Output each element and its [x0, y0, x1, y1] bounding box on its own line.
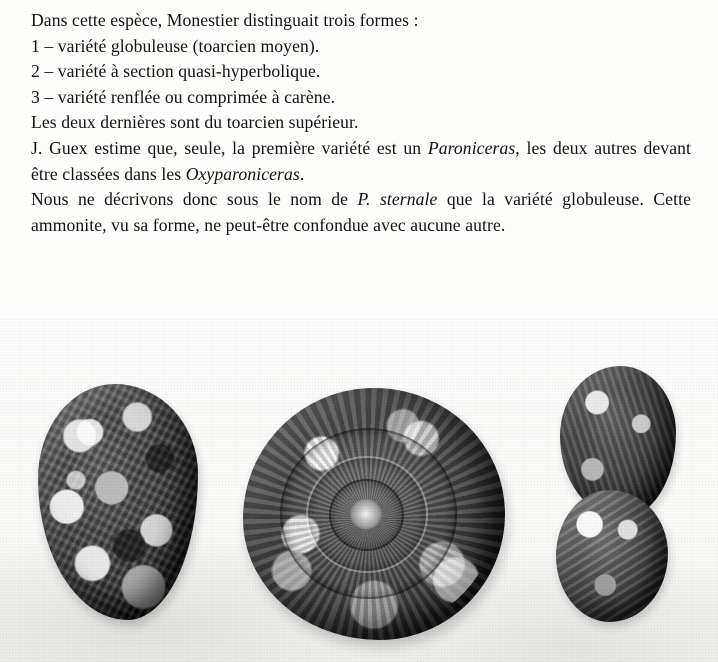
paragraph-segment: . [299, 163, 305, 184]
text-line: 2 – variété à section quasi-hyperbolique. [31, 61, 321, 82]
photographic-plate [0, 318, 718, 662]
paragraph-segment: , les deux autres devant être classées dans les [31, 137, 691, 184]
fossil-specimen-center [243, 388, 505, 640]
umbilicus [350, 499, 381, 529]
paragraph-segment: que la variété globuleuse. Cette ammonite, vu sa forme, ne peut-être confondue avec aucune autre. [31, 189, 691, 235]
paragraph-guex [31, 136, 691, 187]
text-line: 3 – variété renflée ou comprimée à carène. [31, 86, 336, 107]
paragraph-segment: Nous ne décrivons donc sous le nom de [31, 189, 358, 210]
paragraph-segment: J. Guex estime que, seule, la première variété est un [31, 137, 428, 158]
species-name-p-sternale: P. sternale [357, 189, 438, 210]
paragraph-sternale [31, 187, 691, 238]
text-line: Dans cette espèce, Monestier distinguait trois formes : [31, 10, 419, 30]
text-line: 1 – variété globuleuse (toarcien moyen). [31, 35, 320, 56]
text-line: Les deux dernières sont du toarcien supérieur. [31, 112, 359, 133]
text-block [31, 8, 691, 238]
genus-name-oxyparoniceras: Oxyparoniceras [185, 163, 300, 184]
genus-name-paroniceras: Paroniceras [427, 137, 516, 158]
